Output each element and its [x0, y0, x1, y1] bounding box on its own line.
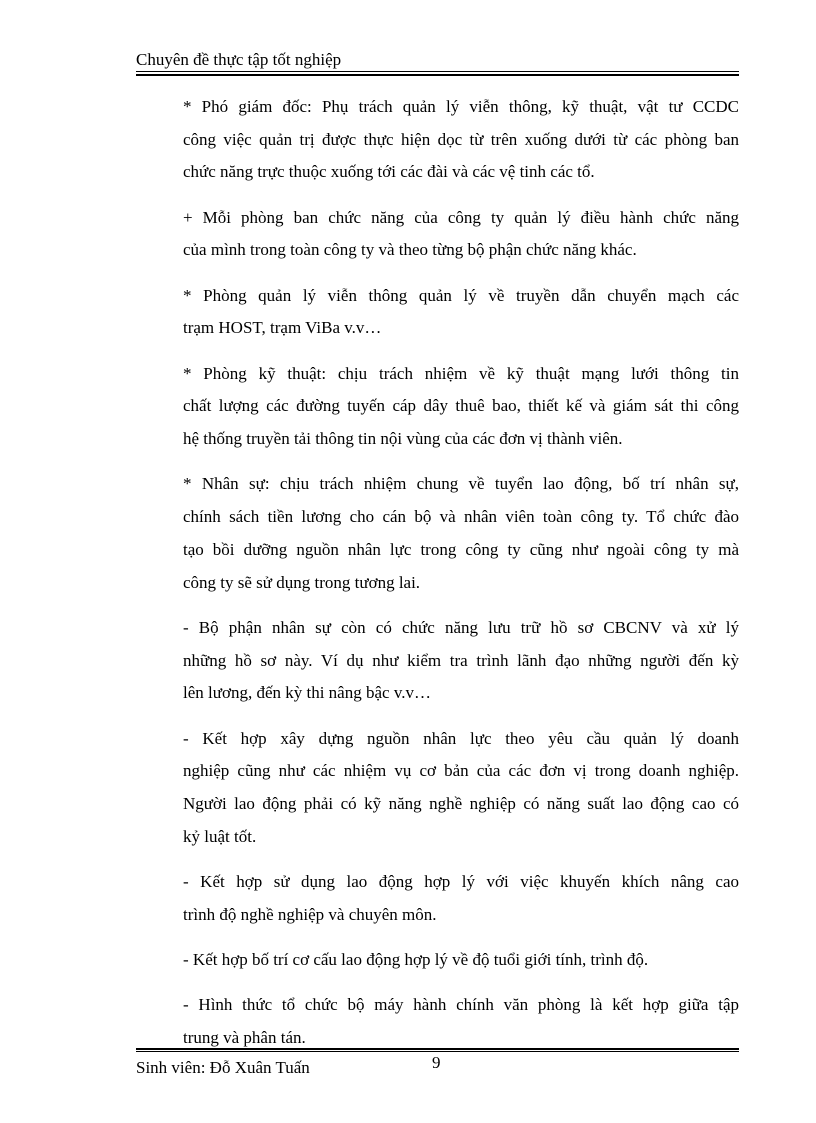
footer-row [136, 1052, 739, 1078]
header-title: Chuyên đề thực tập tốt nghiệp [136, 50, 342, 69]
text-line: nghiệp cũng như các nhiệm vụ cơ bản của các đơn vị trong doanh nghiệp. [183, 761, 739, 781]
text-line: chức năng trực thuộc xuống tới các đài và các vệ tinh các tổ. [183, 162, 595, 182]
text-line: kỷ luật tốt. [183, 826, 257, 846]
text-line: - Kết hợp bố trí cơ cấu lao động hợp lý về độ tuổi giới tính, trình độ. [183, 949, 649, 969]
text-line: công ty sẽ sử dụng trong tương lai. [183, 572, 421, 592]
text-line: của mình trong toàn công ty và theo từng bộ phận chức năng khác. [183, 240, 637, 260]
page-number: 9 [432, 1053, 441, 1072]
text-line: lên lương, đến kỳ thi nâng bậc v.v… [183, 683, 431, 703]
paragraph-telecom-office [136, 280, 739, 345]
paragraph-workforce-building [136, 723, 739, 854]
text-line: - Kết hợp sử dụng lao động hợp lý với việc khuyến khích nâng cao [183, 871, 739, 891]
text-line: trình độ nghề nghiệp và chuyên môn. [183, 904, 437, 924]
text-line: công việc quản trị được thực hiện dọc từ trên xuống dưới từ các phòng ban [183, 129, 739, 149]
paragraph-personnel-records [136, 612, 739, 710]
text-line: - Bộ phận nhân sự còn có chức năng lưu trữ hồ sơ CBCNV và xử lý [183, 617, 739, 637]
text-line: Người lao động phải có kỹ năng nghề nghiệp có năng suất lao động cao có [183, 793, 739, 813]
paragraph-departments [136, 202, 739, 267]
text-line: trung và phân tán. [183, 1027, 306, 1047]
text-line: - Hình thức tổ chức bộ máy hành chính văn phòng là kết hợp giữa tập [183, 995, 739, 1015]
text-line: * Nhân sự: chịu trách nhiệm chung về tuyển lao động, bố trí nhân sự, [183, 474, 739, 494]
text-line: chính sách tiền lương cho cán bộ và nhân viên toàn công ty. Tổ chức đào [183, 507, 739, 527]
text-line: những hồ sơ này. Ví dụ như kiểm tra trình lãnh đạo những người đến kỳ [183, 650, 739, 670]
text-line: chất lượng các đường tuyến cáp dây thuê bao, thiết kế và giám sát thi công [183, 396, 739, 416]
page-header [136, 50, 739, 76]
footer-student-name: Sinh viên: Đỗ Xuân Tuấn [136, 1058, 310, 1077]
paragraph-labor-usage [136, 866, 739, 931]
paragraph-technical-office [136, 358, 739, 456]
text-line: * Phòng kỹ thuật: chịu trách nhiệm về kỹ thuật mạng lưới thông tin [183, 363, 739, 383]
text-line: trạm HOST, trạm ViBa v.v… [183, 318, 382, 338]
paragraph-labor-structure [136, 944, 739, 977]
text-line: * Phòng quản lý viễn thông quản lý về truyền dẫn chuyển mạch các [183, 285, 739, 305]
header-rule [136, 71, 739, 76]
body-text [136, 91, 739, 1067]
text-line: + Mỗi phòng ban chức năng của công ty quản lý điều hành chức năng [183, 207, 739, 227]
page-footer [136, 1048, 739, 1078]
paragraph-organization-form [136, 989, 739, 1054]
paragraph-deputy-director [136, 91, 739, 189]
text-line: hệ thống truyền tải thông tin nội vùng của các đơn vị thành viên. [183, 429, 623, 449]
paragraph-personnel [136, 468, 739, 599]
text-line: - Kết hợp xây dựng nguồn nhân lực theo yêu cầu quản lý doanh [183, 728, 739, 748]
text-line: * Phó giám đốc: Phụ trách quản lý viễn thông, kỹ thuật, vật tư CCDC [183, 97, 739, 116]
text-line: tạo bồi dưỡng nguồn nhân lực trong công ty cũng như ngoài công ty mà [183, 539, 739, 559]
